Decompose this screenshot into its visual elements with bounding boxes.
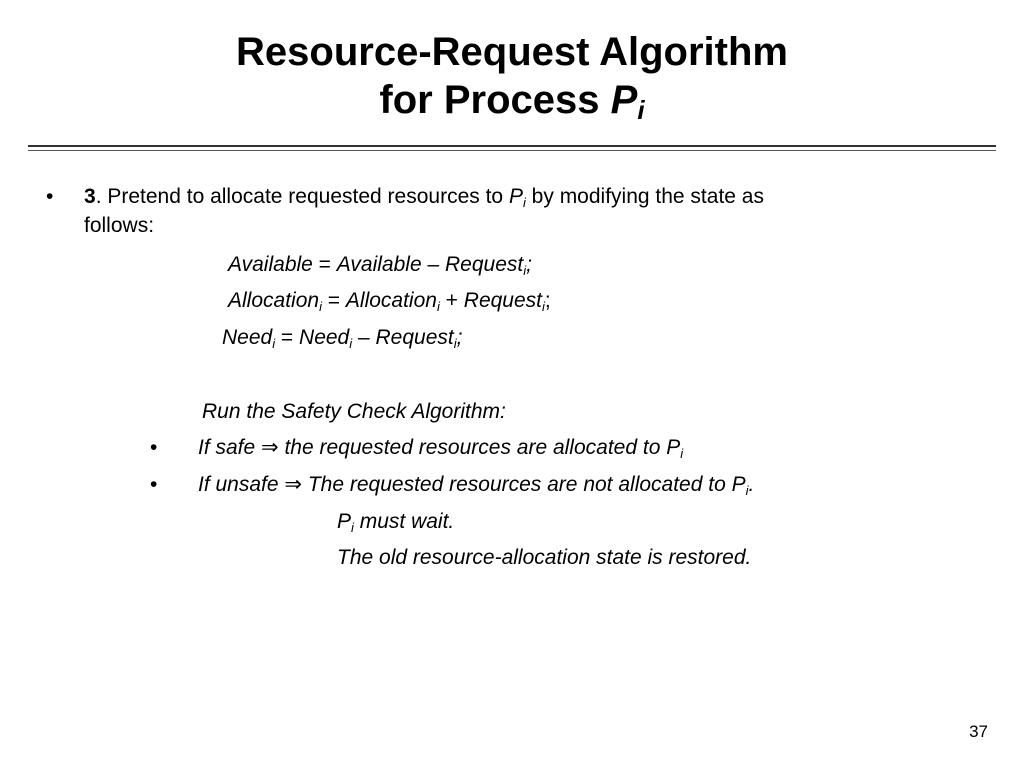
title-divider-thick bbox=[28, 145, 996, 147]
bullet-unsafe: • bbox=[150, 473, 158, 496]
implies-arrow-icon: ⇒ bbox=[261, 436, 279, 459]
step-3-line-1 bbox=[84, 183, 764, 211]
title-var: P bbox=[610, 78, 638, 122]
implies-arrow-icon: ⇒ bbox=[284, 473, 302, 496]
bullet-safe: • bbox=[150, 436, 158, 459]
safe-line: If safe ⇒ the requested resources are allocated to $P_i$ bbox=[198, 436, 684, 461]
step-text-b: by modifying the state as bbox=[525, 185, 764, 208]
slide-title bbox=[0, 28, 1024, 124]
title-line-2-text: for Process bbox=[379, 78, 611, 122]
step-3-line-2: follows: bbox=[84, 214, 155, 237]
page-number: 37 bbox=[969, 722, 988, 741]
title-var-subscript: i bbox=[637, 95, 645, 125]
equation-available: Available = Available – Request$_i$; bbox=[228, 253, 532, 278]
title-line-1: Resource-Request Algorithm bbox=[236, 30, 788, 74]
bullet-step-3: • bbox=[46, 185, 54, 208]
equation-need: Need$_i$ = Need$_i$ – Request$_i$; bbox=[222, 326, 463, 351]
safety-heading: Run the Safety Check Algorithm: bbox=[202, 400, 506, 423]
title-divider-thin bbox=[28, 150, 996, 151]
step-var: P bbox=[508, 185, 523, 208]
step-number: 3 bbox=[84, 185, 96, 208]
unsafe-line: If unsafe ⇒ The requested resources are not allocated to $P_i$. bbox=[198, 473, 755, 498]
restored-line: The old resource-allocation state is restored. bbox=[337, 546, 752, 569]
wait-line: $P_i$ must wait. bbox=[337, 510, 455, 535]
equation-allocation: Allocation$_i$ = Allocation$_i$ + Request$_i$; bbox=[228, 289, 551, 314]
step-var-subscript: i bbox=[522, 195, 526, 210]
step-text-a: . Pretend to allocate requested resources to bbox=[95, 185, 509, 208]
title-line-2 bbox=[0, 76, 1024, 124]
